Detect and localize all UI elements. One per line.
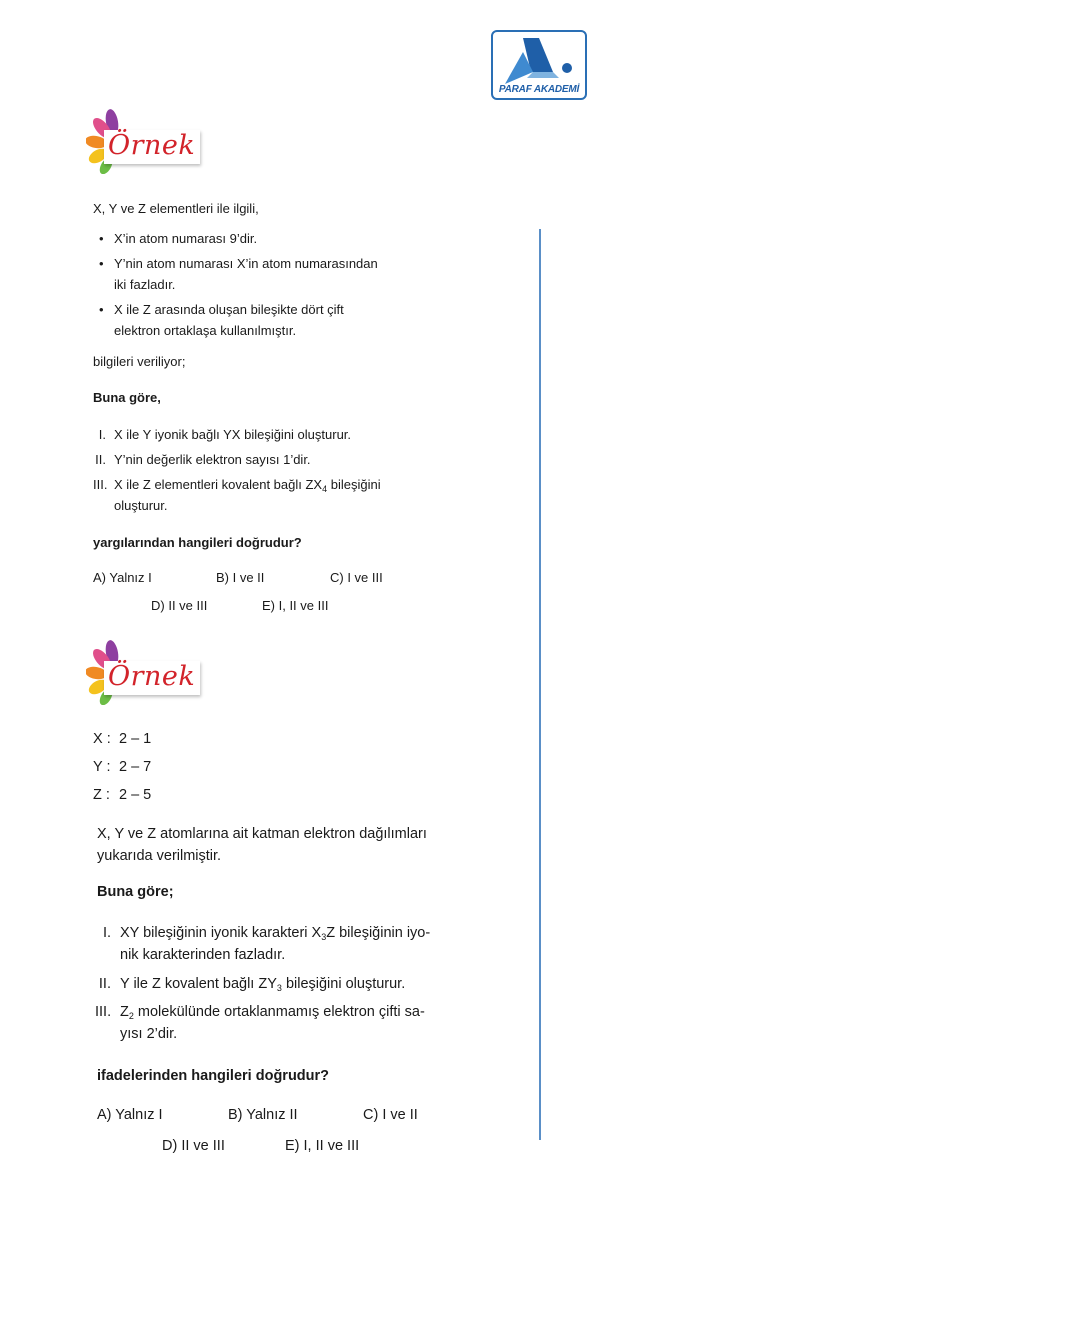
statement-number: I.: [98, 427, 106, 442]
statement-text-cont: nik karakterinden fazladır.: [120, 947, 286, 963]
option-e[interactable]: E) I, II ve III: [262, 598, 329, 613]
statement-text: $Z_2$ molekülünde ortaklanmamış elektron çifti sa-: [120, 1004, 425, 1021]
column-divider: [539, 229, 541, 1140]
ornek-badge-2: [86, 639, 206, 707]
ornek-title: Örnek: [108, 661, 196, 692]
bullet-item: • Y’nin atom numarası X’in atom numarasından iki fazladır.: [93, 253, 393, 295]
option-d[interactable]: D) II ve III: [151, 598, 208, 613]
bullet-item: • X ile Z arasında oluşan bileşikte dört çift elektron ortaklaşa kullanılmıştır.: [93, 299, 393, 341]
statement-text-cont: oluşturur.: [114, 498, 168, 513]
statement-text-cont: yısı 2’dir.: [120, 1026, 178, 1042]
ornek-badge-1: [86, 108, 206, 176]
statement-3: [93, 474, 393, 516]
config-value: 2 – 1: [119, 731, 152, 747]
statement-text: XY bileşiğinin iyonik karakteri $X_3Z$ bileşiğinin iyo-: [120, 925, 431, 942]
logo-text: PARAF AKADEMİ: [498, 84, 580, 95]
config-value: 2 – 5: [119, 787, 152, 803]
statement-text: X ile Z elementleri kovalent bağlı $ZX_4$ bileşiğini: [114, 477, 381, 494]
example1-question: yargılarından hangileri doğrudur?: [93, 535, 302, 550]
config-y: [93, 756, 151, 778]
config-label: Z :: [93, 787, 110, 803]
statement-number: III.: [93, 477, 108, 492]
example2-lead: Buna göre;: [97, 884, 174, 900]
statement-2: [95, 973, 425, 1001]
option-c[interactable]: C) I ve II: [363, 1107, 418, 1123]
example2-statements: [95, 922, 431, 1047]
statement-3: [95, 1001, 425, 1047]
statement-1: [93, 424, 393, 449]
statement-number: I.: [102, 925, 111, 941]
bullet-item: • X’in atom numarası 9’dir.: [93, 228, 393, 249]
config-value: 2 – 7: [119, 759, 152, 775]
example2-intro: X, Y ve Z atomlarına ait katman elektron dağılımları yukarıda verilmiştir.: [97, 826, 427, 864]
example1-given: bilgileri veriliyor;: [93, 354, 186, 369]
statement-text: Y’nin değerlik elektron sayısı 1’dir.: [114, 452, 311, 467]
option-b[interactable]: B) I ve II: [216, 570, 265, 585]
example1-intro: X, Y ve Z elementleri ile ilgili,: [93, 201, 259, 216]
publisher-logo: [491, 30, 587, 100]
config-x: [93, 728, 151, 750]
option-c[interactable]: C) I ve III: [330, 570, 383, 585]
option-a[interactable]: A) Yalnız I: [97, 1107, 163, 1123]
option-b[interactable]: B) Yalnız II: [228, 1107, 298, 1123]
ornek-title: Örnek: [108, 130, 196, 161]
option-a[interactable]: A) Yalnız I: [93, 570, 152, 585]
statement-2: [93, 449, 393, 474]
statement-number: III.: [95, 1004, 112, 1020]
config-label: Y :: [93, 759, 111, 775]
config-z: [93, 784, 151, 806]
example1-statements: [93, 424, 393, 516]
statement-1: [95, 922, 431, 973]
statement-number: II.: [98, 976, 111, 992]
statement-number: II.: [95, 452, 106, 467]
statement-text: Y ile Z kovalent bağlı $ZY_3$ bileşiğini oluşturur.: [120, 976, 406, 993]
example2-question: ifadelerinden hangileri doğrudur?: [97, 1068, 330, 1084]
option-d[interactable]: D) II ve III: [162, 1138, 225, 1154]
example1-lead: Buna göre,: [93, 390, 161, 405]
config-label: X :: [93, 731, 111, 747]
option-e[interactable]: E) I, II ve III: [285, 1138, 360, 1154]
example1-bullets: [93, 228, 393, 345]
statement-text: X ile Y iyonik bağlı YX bileşiğini oluşturur.: [114, 427, 352, 442]
